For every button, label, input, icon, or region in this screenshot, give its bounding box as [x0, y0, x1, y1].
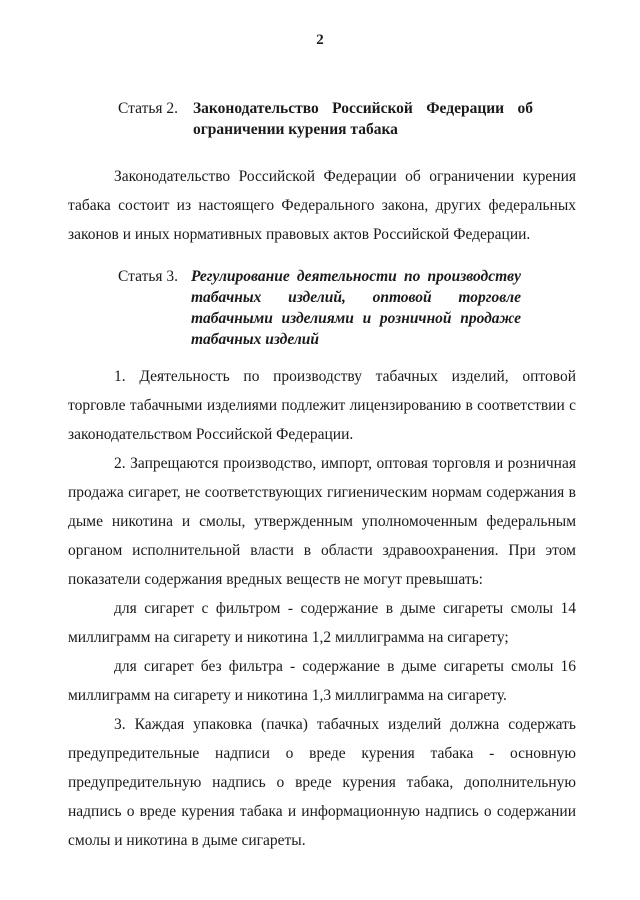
article-3-paragraph-3: для сигарет с фильтром - содержание в дыме сигареты смолы 14 миллиграмм на сигарету и никотина 1,2 миллиграмма на сигарету; — [68, 600, 576, 646]
page-number: 2 — [316, 32, 324, 48]
article-3-title: Регулирование деятельности по производству табачных изделий, оптовой торговле табачными изделиями и розничной продаже табачных изделий — [191, 268, 521, 348]
article-3-paragraph-4: для сигарет без фильтра - содержание в дыме сигареты смолы 16 миллиграмм на сигарету и никотина 1,3 миллиграмма на сигарету. — [68, 658, 576, 704]
article-2-paragraph-1: Законодательство Российской Федерации об ограничении курения табака состоит из настоящего Федерального закона, других федеральных законов и иных нормативных правовых актов Российской Федерации. — [68, 168, 576, 243]
article-3-paragraph-2: 2. Запрещаются производство, импорт, оптовая торговля и розничная продажа сигарет, не соответствующих гигиеническим нормам содержания в дыме никотина и смолы, утвержденным уполномоченным федеральным органом исполнительной власти в области здравоохранения. При этом показатели содержания вредных веществ не могут превышать: — [68, 455, 576, 588]
article-3-label: Статья 3. — [118, 268, 179, 285]
article-2-title: Законодательство Российской Федерации об ограничении курения табака — [193, 100, 533, 138]
article-3-paragraph-5: 3. Каждая упаковка (пачка) табачных изделий должна содержать предупредительные надписи о вреде курения табака - основную предупредительную надпись о вреде курения табака, дополнительную надпись о вреде курения табака и информационную надпись о содержании смолы и никотина в дыме сигареты. — [68, 716, 576, 849]
article-2-label: Статья 2. — [118, 100, 179, 117]
article-3-paragraph-1: 1. Деятельность по производству табачных изделий, оптовой торговле табачными изделиями подлежит лицензированию в соответствии с законодательством Российской Федерации. — [68, 368, 576, 443]
article-2-body — [68, 162, 576, 249]
article-3-body — [68, 362, 576, 855]
